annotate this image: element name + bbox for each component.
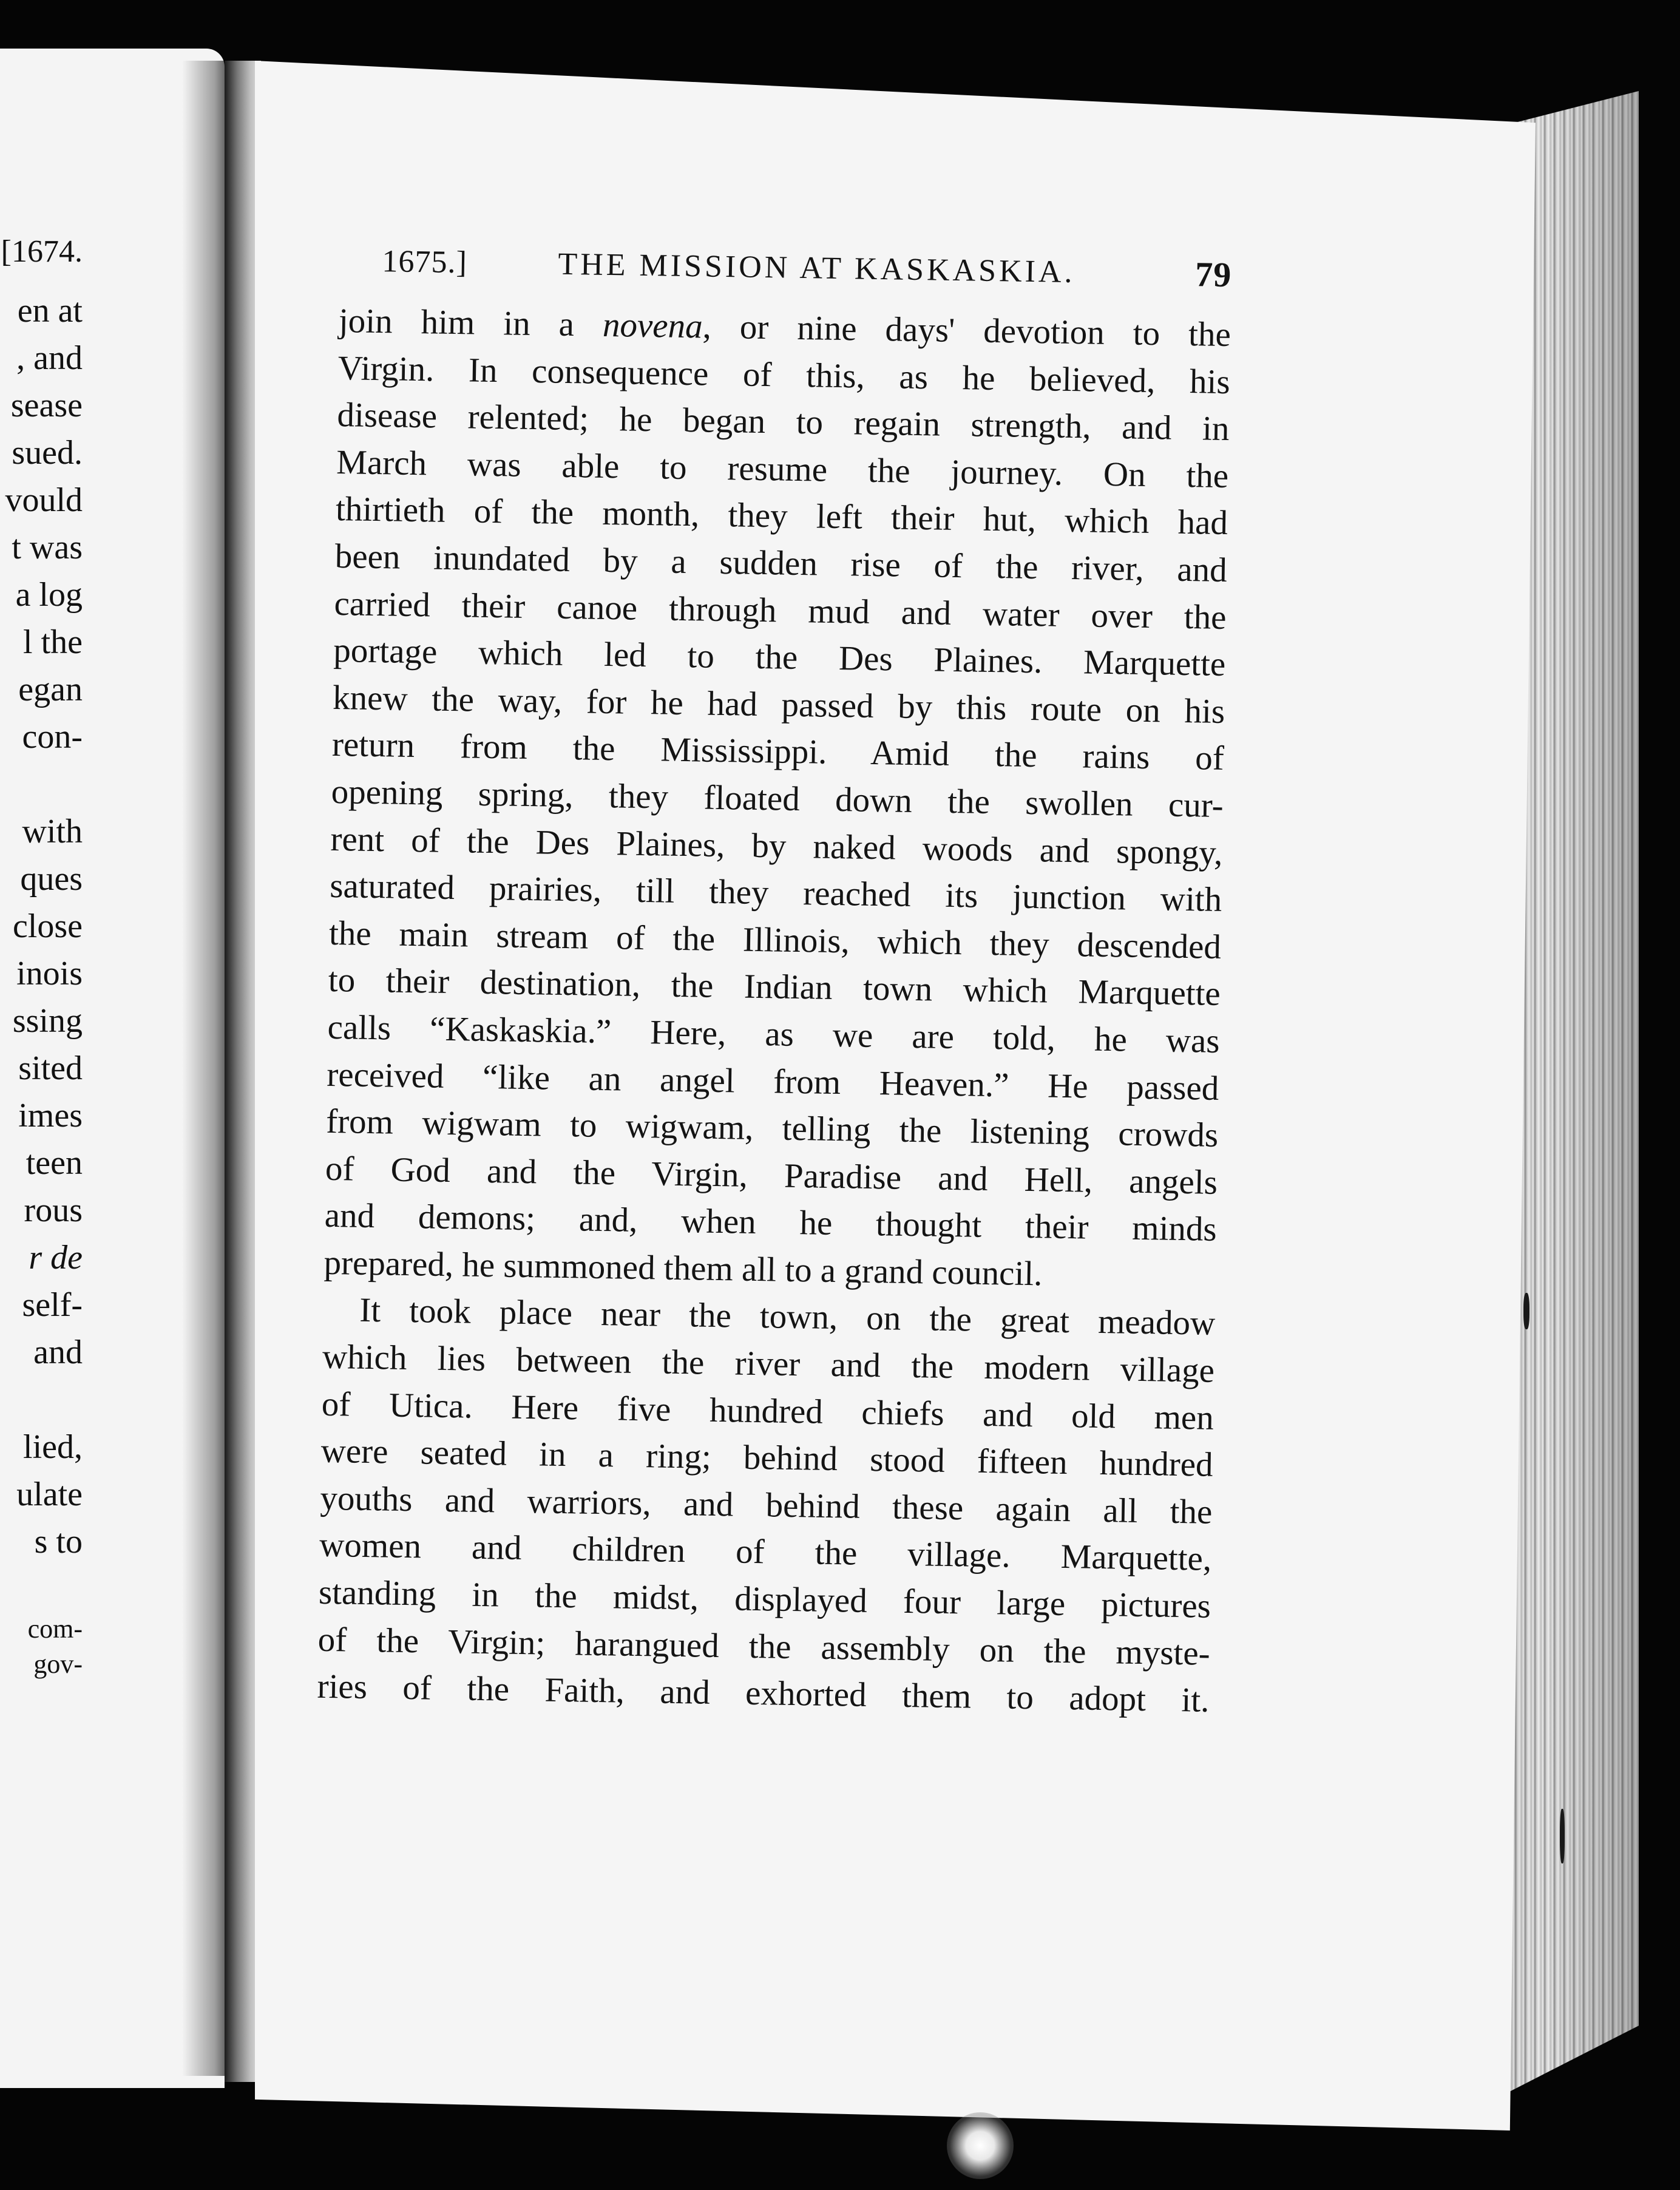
text-line: saturated prairies, till they reached its junction with [329,866,1222,920]
text-line: return from the Mississippi. Amid the rains of [331,725,1225,778]
left-line: ulate [16,1476,83,1513]
left-running-head: [1674. [1,234,83,269]
text-line: knew the way, for he had passed by this route on his [332,678,1225,731]
text-line: received “like an angel from Heaven.” He passed [326,1055,1219,1108]
text-line: prepared, he summoned them all to a grand council. [323,1243,1043,1293]
left-line: en at [17,292,83,330]
text-line: been inundated by a sudden rise of the river, and [334,537,1228,589]
text-line: the main stream of the Illinois, which they descended [328,914,1222,966]
left-line: inois [16,955,83,992]
left-line: rous [24,1192,83,1229]
text-line: youths and warriors, and behind these again all the [320,1479,1213,1531]
left-line: teen [25,1144,83,1182]
text-line: portage which led to the Des Plaines. Marquette [333,631,1226,684]
text-line: women and children of the village. Marquette, [319,1526,1212,1579]
left-line: vould [5,481,83,519]
left-line: self- [22,1286,83,1324]
left-line: imes [18,1097,83,1134]
left-line: close [12,907,83,945]
paragraph-1 [323,297,1231,1300]
left-line: sease [10,387,83,424]
left-line: con- [22,718,83,756]
text-line: March was able to resume the journey. On the [336,442,1229,495]
left-line: , and [16,339,83,377]
left-line: t was [12,529,83,566]
text-line: ries of the Faith, and exhorted them to adopt it. [317,1667,1210,1720]
lamp-glare [947,2112,1014,2179]
text-line: disease relented; he began to regain strength, and in [337,396,1230,449]
running-head-year: 1675.] [382,244,468,280]
edge-blemish [1523,1293,1529,1329]
left-line: sued. [12,434,83,472]
left-line: and [33,1334,83,1371]
left-line: a log [15,576,83,614]
text-line: and demons; and, when he thought their minds [324,1196,1218,1249]
left-line: sited [18,1049,83,1087]
page-text-block [317,243,1232,1724]
text-line: standing in the midst, displayed four large pictures [318,1573,1211,1626]
text-span: join him in a [338,301,603,344]
text-line: of God and the Virgin, Paradise and Hell, angels [325,1149,1218,1202]
left-line: egan [18,671,83,708]
page-number: 79 [1194,254,1232,295]
left-line: with [22,813,83,850]
text-line: opening spring, they floated down the swollen cur- [331,772,1224,825]
text-line: which lies between the river and the modern village [322,1337,1215,1390]
text-line: of the Virgin; harangued the assembly on the myste- [317,1620,1211,1673]
text-line: rent of the Des Plaines, by naked woods and spongy, [330,819,1223,872]
left-line: s to [34,1523,83,1561]
text-line: calls “Kaskaskia.” Here, as we are told, he was [327,1008,1221,1060]
left-line: l the [23,623,83,661]
text-line: It took place near the town, on the great meadow [359,1291,1216,1343]
text-line: of Utica. Here five hundred chiefs and old men [321,1385,1214,1437]
text-line: from wigwam to wigwam, telling the listening crowds [325,1102,1219,1155]
text-line: thirtieth of the month, they left their hut, which had [335,490,1228,543]
left-line: lied, [23,1428,83,1466]
text-span: , or nine days' devotion to the [702,307,1231,354]
running-head-title: THE MISSION AT KASKASKIA. [558,246,1075,290]
left-line: r de [29,1239,83,1276]
text-line: Virgin. In consequence of this, as he believed, his [337,348,1231,401]
left-footnote-line: com- [27,1614,83,1644]
text-line: were seated in a ring; behind stood fifteen hundred [320,1432,1214,1485]
edge-blemish [1560,1809,1565,1863]
text-line: carried their canoe through mud and water over the [334,584,1227,637]
text-line: to their destination, the Indian town which Marquette [328,961,1221,1014]
left-line: ques [20,860,83,898]
paragraph-2 [317,1286,1216,1724]
italic-term: novena [602,305,703,346]
left-footnote-line: gov- [33,1649,83,1679]
left-line: ssing [12,1002,83,1040]
